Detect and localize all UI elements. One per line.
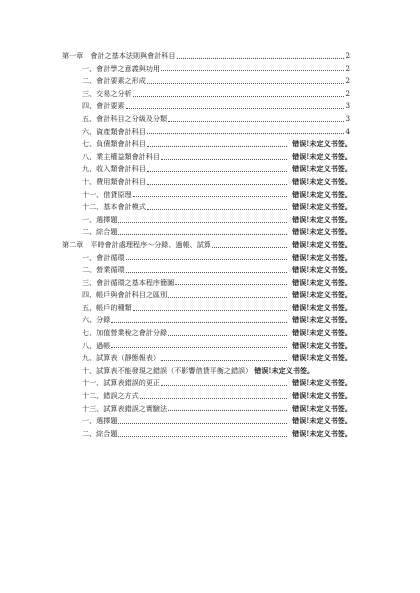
toc-error-bookmark: 错误!未定义书签。 [292,315,352,325]
toc-dot-leader [161,360,287,361]
toc-dot-leader [133,310,288,311]
toc-error-bookmark: 错误!未定义书签。 [292,403,352,413]
toc-section-entry[interactable] [0,63,420,76]
toc-section-entry[interactable] [0,264,420,277]
toc-error-bookmark: 错误!未定义书签。 [292,302,352,312]
toc-error-bookmark: 错误!未定义书签。 [292,189,352,199]
toc-page-number: 3 [345,113,350,123]
toc-entry-label: 一、會計循環 [82,252,125,262]
toc-error-bookmark: 错误!未定义书签。 [292,214,352,224]
toc-dot-leader [126,108,345,109]
toc-section-entry[interactable] [0,126,420,139]
toc-dot-leader [118,436,287,437]
toc-chapter-entry[interactable] [0,239,420,252]
toc-error-bookmark: 错误!未定义书签。 [292,378,352,388]
toc-error-bookmark: 错误!未定义书签。 [292,164,352,174]
toc-entry-label: 八、過帳 [82,340,111,350]
toc-error-bookmark: 错误!未定义书签。 [292,277,352,287]
toc-error-bookmark: 错误!未定义书签。 [292,428,352,438]
toc-entry-label: 第二章 平時會計處理程序～分錄、過帳、試算 [62,239,211,249]
toc-section-entry[interactable] [0,201,420,214]
toc-dot-leader [140,398,288,399]
toc-entry-label: 八、業主權益類會計科目 [82,151,161,161]
toc-entry-label: 九、收入類會計科目 [82,164,146,174]
toc-section-entry[interactable] [0,352,420,365]
toc-entry-label: 六、資產類會計科目 [82,126,146,136]
toc-entry-label: 四、會計要素 [82,101,125,111]
toc-dot-leader [147,209,288,210]
toc-error-bookmark: 错误!未定义书签。 [292,202,352,212]
toc-entry-label: 七、加值營業稅之會計分錄 [82,328,168,338]
toc-entry-label: 十、費用類會計科目 [82,176,146,186]
toc-entry-label: 三、交易之分析 [82,88,132,98]
toc-dot-leader [147,83,345,84]
toc-entry-label: 五、會計科目之分級及分類 [82,113,168,123]
toc-error-bookmark: 错误!未定义书签。 [292,151,352,161]
toc-dot-leader [118,423,287,424]
toc-entry-label: 十、試算表不能發現之錯誤（不影響借貸平衡之錯誤） 错误!未定义书签。 [82,365,315,375]
toc-dot-leader [168,410,287,411]
toc-entry-label: 六、分錄 [82,315,111,325]
toc-entry-label: 十二、基本會計模式 [82,202,146,212]
toc-entry-label: 十一、試算表錯誤的更正 [82,378,161,388]
toc-error-bookmark: 错误!未定义书签。 [292,239,352,249]
toc-error-bookmark: 错误!未定义书签。 [292,252,352,262]
toc-section-entry[interactable] [0,289,420,302]
toc-error-bookmark: 错误!未定义书签。 [292,416,352,426]
toc-section-entry[interactable] [0,377,420,390]
toc-entry-label: 十三、試算表錯誤之實驗法 [82,403,168,413]
toc-entry-label: 二、綜合題 [82,428,118,438]
toc-dot-leader [147,133,345,134]
table-of-contents [0,50,420,440]
toc-error-bookmark: 错误!未定义书签。 [292,139,352,149]
toc-error-bookmark: 错误!未定义书签。 [292,391,352,401]
toc-entry-label: 七、負債類會計科目 [82,139,146,149]
toc-section-entry[interactable] [0,88,420,101]
toc-dot-leader [147,146,288,147]
toc-dot-leader [161,70,344,71]
toc-dot-leader [147,184,288,185]
toc-page-number: 3 [345,101,350,111]
toc-dot-leader [212,247,287,248]
toc-section-entry[interactable] [0,138,420,151]
toc-dot-leader [175,284,287,285]
toc-dot-leader [126,272,288,273]
toc-section-entry[interactable] [0,327,420,340]
toc-entry-label: 二、綜合題 [82,227,118,237]
toc-section-entry[interactable] [0,390,420,403]
toc-dot-leader [168,121,344,122]
toc-entry-label: 一、選擇題 [82,416,118,426]
toc-dot-leader [177,58,345,59]
toc-section-entry[interactable] [0,340,420,353]
toc-section-entry[interactable] [0,189,420,202]
toc-entry-label: 十二、錯誤之方式 [82,391,139,401]
toc-entry-label: 五、帳戶的種類 [82,302,132,312]
toc-section-entry[interactable] [0,214,420,227]
toc-section-entry[interactable] [0,302,420,315]
toc-dot-leader [168,335,287,336]
toc-dot-leader [126,259,288,260]
toc-entry-label: 十一、借貸原理 [82,189,132,199]
toc-entry-label: 一、選擇題 [82,214,118,224]
toc-entry-label: 一、會計學之意義與功用 [82,63,161,73]
toc-dot-leader [118,222,287,223]
toc-section-entry[interactable] [0,403,420,416]
toc-entry-label: 九、試算表（靜態報表） [82,353,161,363]
toc-error-bookmark: 错误!未定义书签。 [292,340,352,350]
toc-error-bookmark: 错误!未定义书签。 [292,176,352,186]
toc-error-bookmark: 错误!未定义书签。 [292,265,352,275]
toc-section-entry[interactable] [0,415,420,428]
toc-section-entry[interactable] [0,365,420,378]
toc-page-number: 4 [345,126,350,136]
toc-error-bookmark: 错误!未定义书签。 [292,328,352,338]
toc-error-bookmark: 错误!未定义书签。 [292,227,352,237]
toc-dot-leader [111,322,287,323]
toc-page-number: 2 [345,51,350,60]
toc-section-entry[interactable] [0,428,420,441]
toc-entry-label: 四、帳戶與會計科目之區別 [82,290,168,300]
toc-entry-label: 二、營業循環 [82,265,125,275]
toc-dot-leader [147,171,288,172]
toc-error-bookmark: 错误!未定义书签。 [292,290,352,300]
toc-page-number: 2 [345,88,350,98]
toc-dot-leader [111,347,287,348]
toc-entry-label: 二、會計要素之形成 [82,76,146,86]
toc-dot-leader [161,385,287,386]
toc-section-entry[interactable] [0,252,420,265]
toc-section-entry[interactable] [0,100,420,113]
toc-entry-label: 第一章 會計之基本法則與會計科目 [62,51,176,60]
toc-section-entry[interactable] [0,176,420,189]
toc-chapter-entry[interactable] [0,50,420,63]
toc-section-entry[interactable] [0,151,420,164]
toc-section-entry[interactable] [0,226,420,239]
toc-entry-label: 三、會計循環之基本程序簡圖 [82,277,175,287]
toc-dot-leader [168,297,287,298]
toc-page-number: 2 [345,63,350,73]
toc-section-entry[interactable] [0,277,420,290]
toc-dot-leader [118,234,287,235]
toc-dot-leader [161,159,287,160]
toc-dot-leader [133,196,288,197]
toc-page-number: 2 [345,76,350,86]
toc-section-entry[interactable] [0,75,420,88]
toc-section-entry[interactable] [0,314,420,327]
toc-section-entry[interactable] [0,113,420,126]
toc-dot-leader [133,96,345,97]
toc-error-bookmark: 错误!未定义书签。 [254,365,315,375]
toc-error-bookmark: 错误!未定义书签。 [292,353,352,363]
toc-section-entry[interactable] [0,163,420,176]
